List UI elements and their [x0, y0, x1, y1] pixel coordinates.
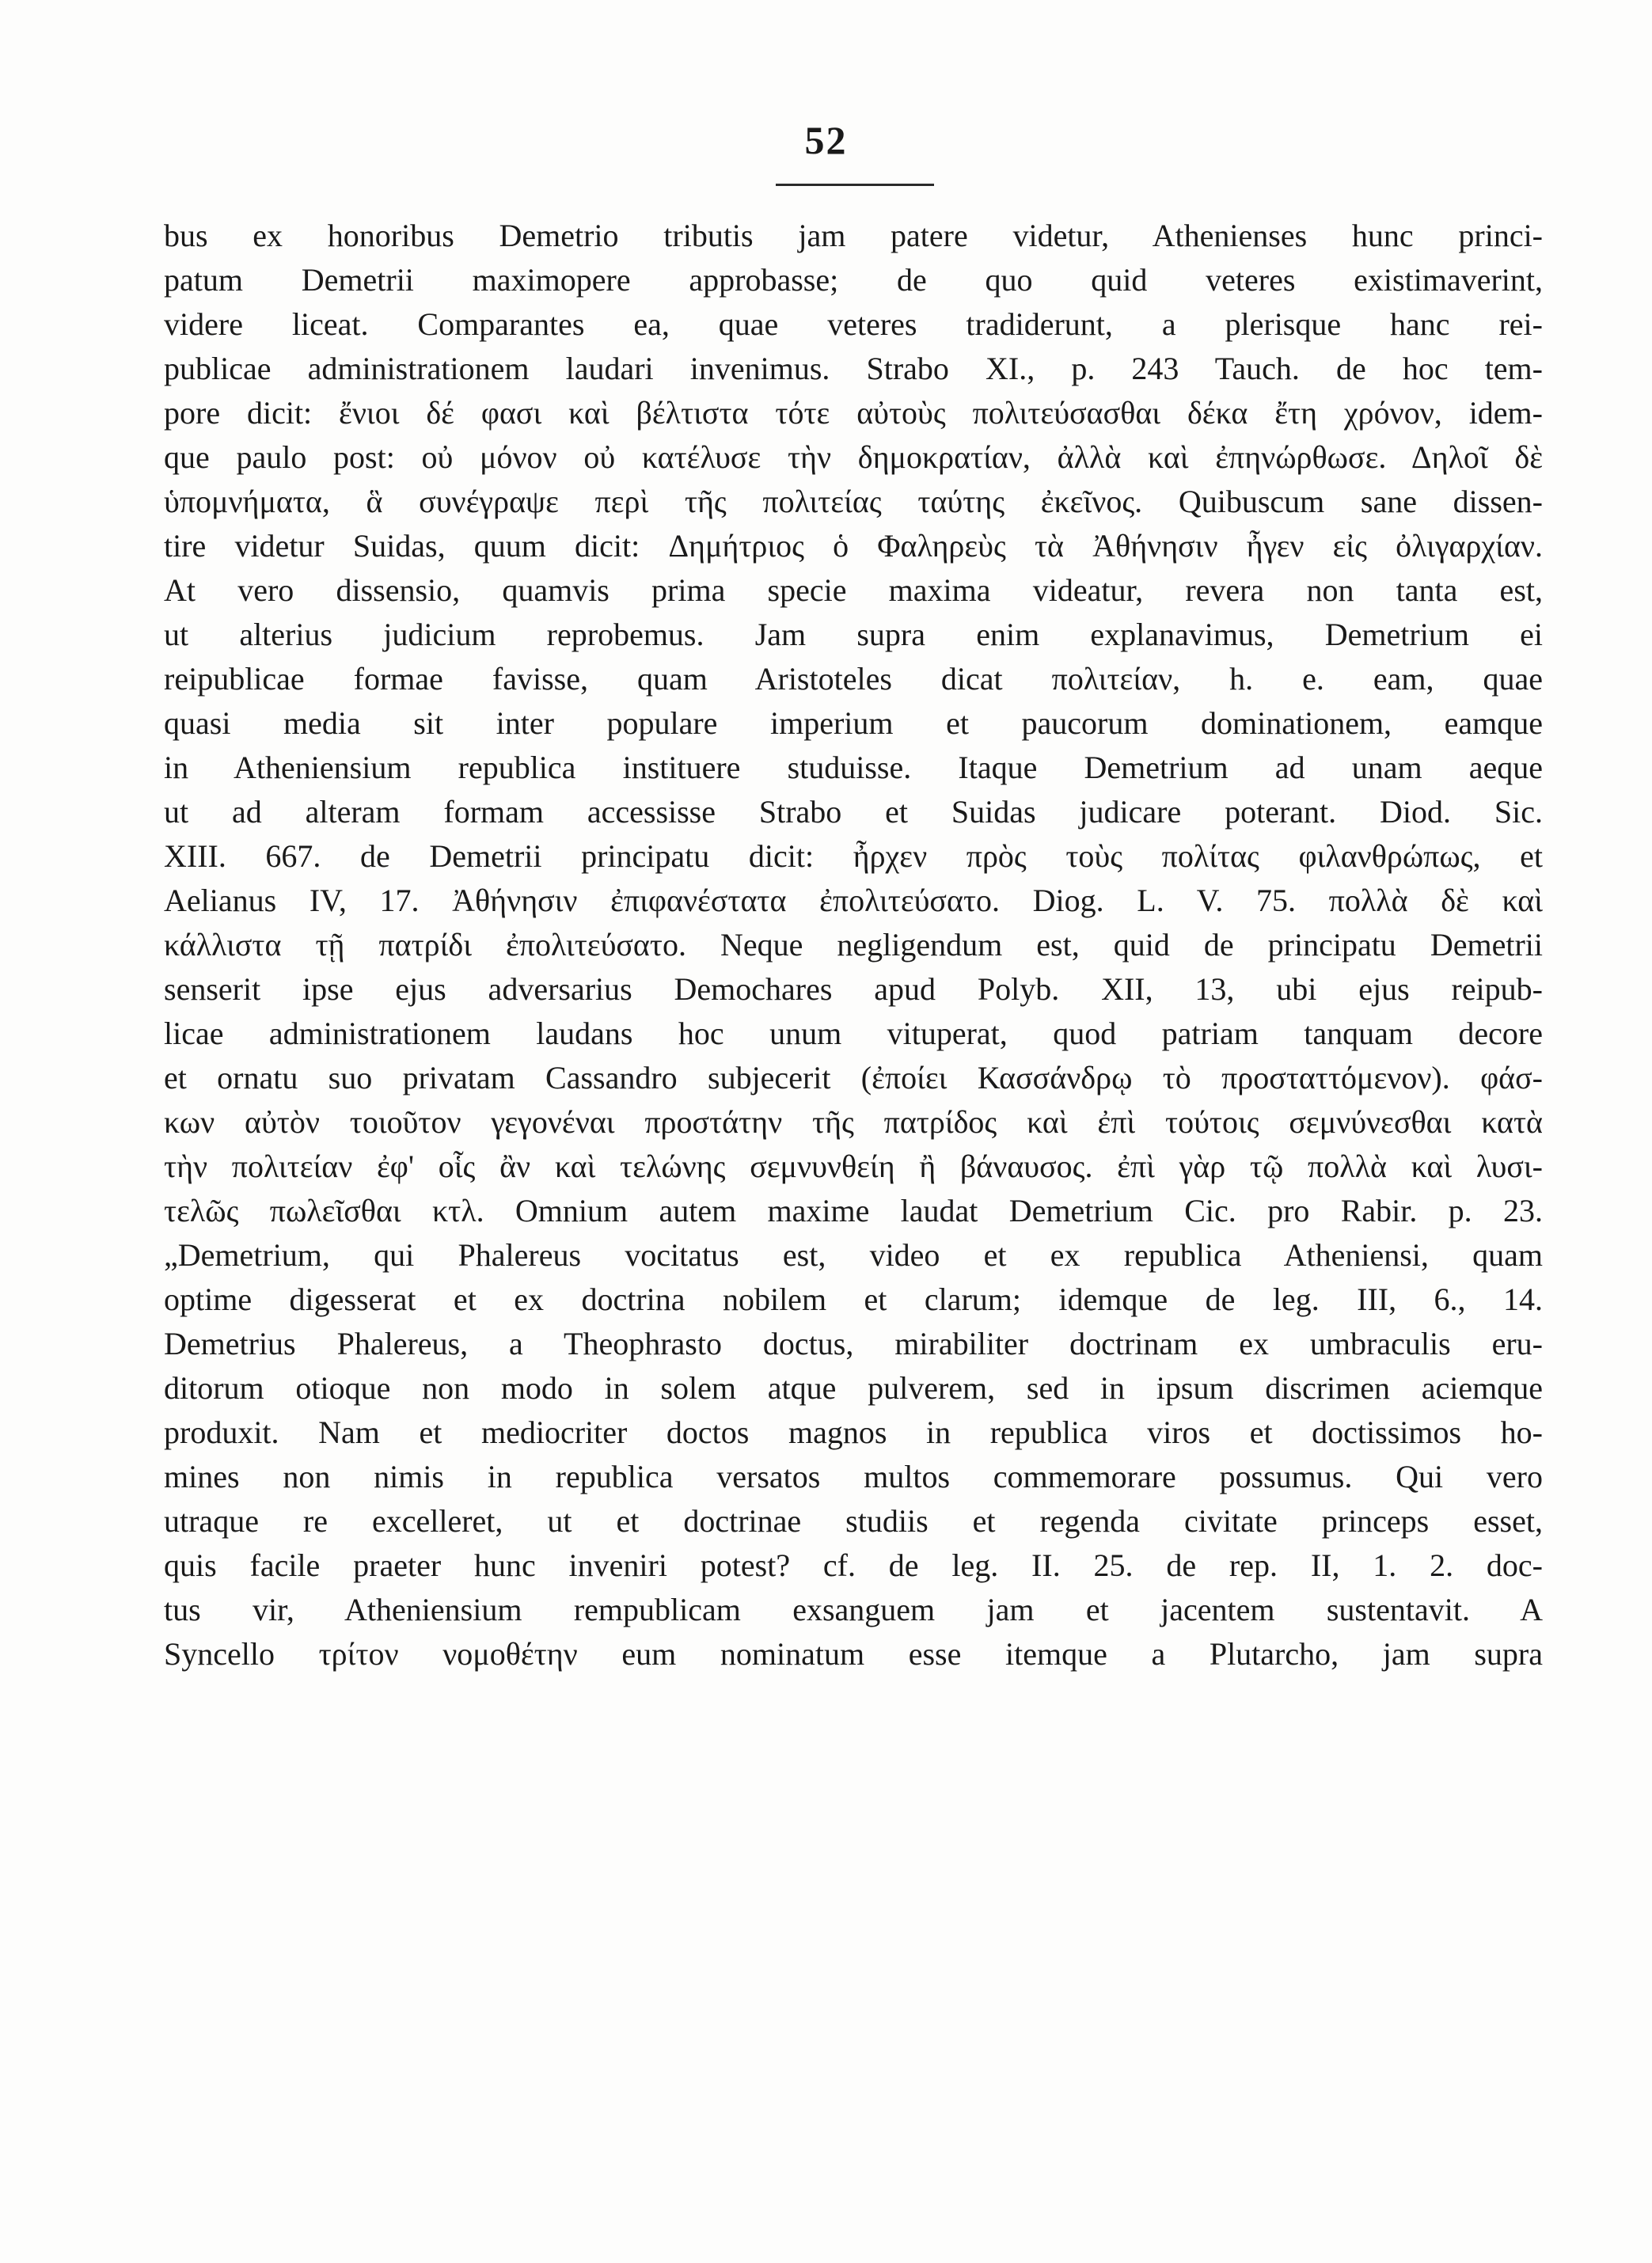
text-line: senserit ipse ejus adversarius Demochares apud Polyb. XII, 13, ubi ejus reipub-: [164, 971, 1543, 1007]
text-line: optime digesserat et ex doctrina nobilem et clarum; idemque de leg. III, 6., 14.: [164, 1281, 1543, 1317]
text-line: ditorum otioque non modo in solem atque pulverem, sed in ipsum discrimen aciemque: [164, 1370, 1543, 1406]
text-line: τελῶς πωλεῖσθαι κτλ. Omnium autem maxime laudat Demetrium Cic. pro Rabir. p. 23.: [164, 1193, 1543, 1228]
text-line: patum Demetrii maximopere approbasse; de quo quid veteres existimaverint,: [164, 262, 1543, 298]
text-line: utraque re excelleret, ut et doctrinae studiis et regenda civitate princeps esset,: [164, 1503, 1543, 1539]
text-line: ὑπομνήματα, ἃ συνέγραψε περὶ τῆς πολιτείας ταύτης ἐκεῖνος. Quibuscum sane dissen-: [164, 484, 1543, 519]
text-line: tus vir, Atheniensium rempublicam exsanguem jam et jacentem sustentavit. A: [164, 1592, 1543, 1627]
text-line: et ornatu suo privatam Cassandro subjecerit (ἐποίει Κασσάνδρῳ τὸ προσταττόμενον). φάσ-: [164, 1060, 1543, 1095]
text-line: reipublicae formae favisse, quam Aristoteles dicat πολιτείαν, h. e. eam, quae: [164, 661, 1543, 697]
text-line: τὴν πολιτείαν ἐφ' οἷς ἂν καὶ τελώνης σεμνυνθείη ἢ βάναυσος. ἐπὶ γὰρ τῷ πολλὰ καὶ λυσι-: [164, 1149, 1543, 1184]
text-line: quis facile praeter hunc inveniri potest? cf. de leg. II. 25. de rep. II, 1. 2. doc-: [164, 1547, 1543, 1583]
page-number: 52: [804, 118, 848, 162]
text-line: mines non nimis in republica versatos multos commemorare possumus. Qui vero: [164, 1459, 1543, 1494]
text-line: que paulo post: οὐ μόνον οὐ κατέλυσε τὴν δημοκρατίαν, ἀλλὰ καὶ ἐπηνώρθωσε. Δηλοῖ δὲ: [164, 439, 1543, 475]
text-line: ut alterius judicium reprobemus. Jam supra enim explanavimus, Demetrium ei: [164, 617, 1543, 652]
text-line: „Demetrium, qui Phalereus vocitatus est, video et ex republica Atheniensi, quam: [164, 1237, 1543, 1273]
body-text: [164, 214, 1543, 1721]
text-line: Aelianus IV, 17. Ἀθήνησιν ἐπιφανέστατα ἐπολιτεύσατο. Diog. L. V. 75. πολλὰ δὲ καὶ: [164, 883, 1543, 918]
text-line: pore dicit: ἔνιοι δέ φασι καὶ βέλτιστα τότε αὐτοὺς πολιτεύσασθαι δέκα ἔτη χρόνον, idem-: [164, 395, 1543, 431]
text-line: licae administrationem laudans hoc unum vituperat, quod patriam tanquam decore: [164, 1016, 1543, 1051]
text-line: At vero dissensio, quamvis prima specie maxima videatur, revera non tanta est,: [164, 572, 1543, 608]
text-line: produxit. Nam et mediocriter doctos magnos in republica viros et doctissimos ho-: [164, 1414, 1543, 1450]
text-line: tire videtur Suidas, quum dicit: Δημήτριος ὁ Φαληρεὺς τὰ Ἀθήνησιν ἦγεν εἰς ὀλιγαρχίαν.: [164, 528, 1543, 564]
header-rule: [776, 184, 934, 186]
text-line: quasi media sit inter populare imperium et paucorum dominationem, eamque: [164, 705, 1543, 741]
text-line: in Atheniensium republica instituere studuisse. Itaque Demetrium ad unam aeque: [164, 750, 1543, 785]
text-line: videre liceat. Comparantes ea, quae veteres tradiderunt, a plerisque hanc rei-: [164, 306, 1543, 342]
text-line: κων αὐτὸν τοιοῦτον γεγονέναι προστάτην τῆς πατρίδος καὶ ἐπὶ τούτοις σεμνύνεσθαι κατὰ: [164, 1104, 1543, 1140]
text-line: publicae administrationem laudari invenimus. Strabo XI., p. 243 Tauch. de hoc tem-: [164, 351, 1543, 386]
text-line: ut ad alteram formam accessisse Strabo et Suidas judicare poterant. Diod. Sic.: [164, 794, 1543, 830]
text-line: κάλλιστα τῇ πατρίδι ἐπολιτεύσατο. Neque negligendum est, quid de principatu Demetrii: [164, 927, 1543, 963]
text-line: XIII. 667. de Demetrii principatu dicit: ἦρχεν πρὸς τοὺς πολίτας φιλανθρώπως, et: [164, 838, 1543, 874]
text-line: Demetrius Phalereus, a Theophrasto doctus, mirabiliter doctrinam ex umbraculis eru-: [164, 1326, 1543, 1361]
text-line: bus ex honoribus Demetrio tributis jam patere videtur, Athenienses hunc princi-: [164, 218, 1543, 253]
text-line: [164, 1676, 1543, 1721]
text-line: Syncello τρίτον νομοθέτην eum nominatum esse itemque a Plutarcho, jam supra: [164, 1636, 1543, 1672]
